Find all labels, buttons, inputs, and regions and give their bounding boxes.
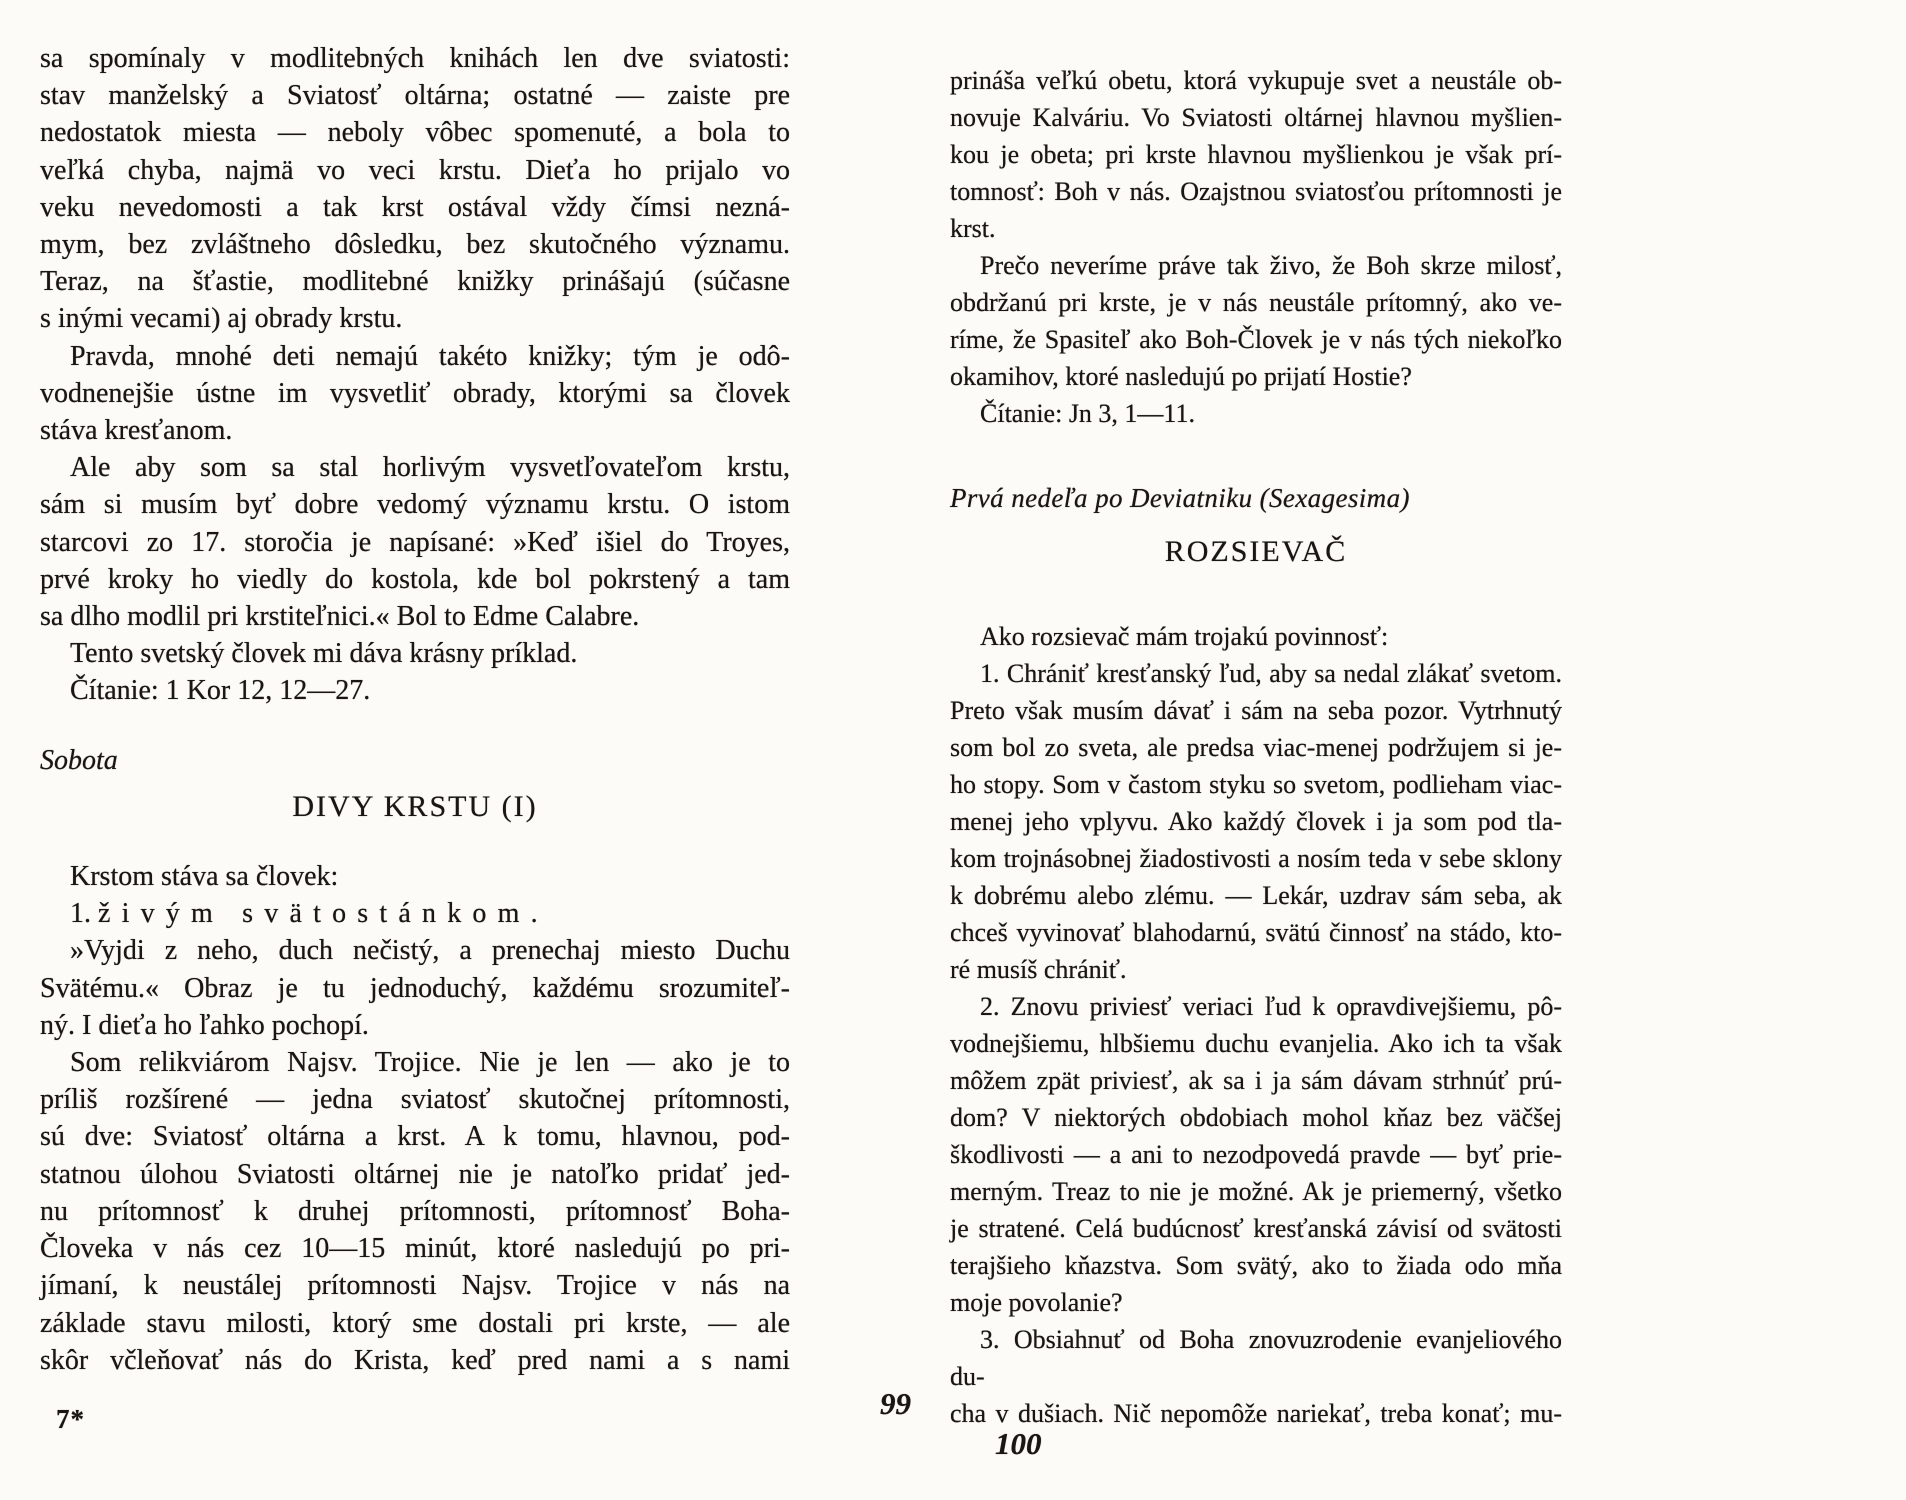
paragraph — [40, 858, 790, 895]
text-line: menej jeho vplyvu. Ako každý človek i ja som pod tla- — [950, 807, 1562, 836]
text-line: Ale aby som sa stal horlivým vysvetľovateľom krstu, — [70, 452, 790, 484]
text-line: ré musíš chrániť. — [950, 955, 1127, 984]
text-line: krst. — [950, 214, 996, 243]
text-line: kom trojnásobnej žiadostivosti a nosím teda v sebe sklony — [950, 844, 1562, 873]
chapter-heading-divy-krstu: DIVY KRSTU (I) — [292, 789, 538, 823]
text-line: vodnejšiemu, hlbšiemu duchu evanjelia. Ako ich ta však — [950, 1029, 1562, 1058]
text-line: veku nevedomosti a tak krst ostával vždy čímsi nezná- — [40, 191, 790, 223]
text-line: Prečo neveríme práve tak živo, že Boh skrze milosť, — [980, 251, 1562, 280]
sunday-heading-sexagesima: Prvá nedeľa po Deviatniku (Sexagesima) — [950, 483, 1410, 513]
text-line: Pravda, mnohé deti nemajú takéto knižky; tým je odô- — [70, 340, 790, 372]
paragraph — [40, 449, 790, 635]
paragraph — [40, 672, 790, 709]
list-number: 1. — [70, 898, 98, 930]
text-line: vodnenejšie ústne im vysvetliť obrady, ktorými sa človek — [40, 377, 790, 409]
vertical-gap — [950, 432, 1562, 480]
text-line: obdržanú pri krste, je v nás neustále prítomný, ako ve- — [950, 288, 1562, 317]
text-line: okamihov, ktoré nasledujú po prijatí Hostie? — [950, 362, 1412, 391]
text-line: ríme, že Spasiteľ ako Boh-Človek je v nás tých niekoľko — [950, 325, 1562, 354]
text-line: Človeka v nás cez 10—15 minút, ktoré nasledujú po pri- — [40, 1233, 790, 1265]
letterspaced-emphasis-text: živým svätostánkom. — [98, 898, 549, 930]
text-line: cha v dušiach. Nič nepomôže nariekať, treba konať; mu- — [950, 1399, 1562, 1428]
text-line: terajšieho kňazstva. Som svätý, ako to žiada odo mňa — [950, 1251, 1562, 1280]
text-line: chceš vyvinovať blahodarnú, svätú činnosť na stádo, kto- — [950, 918, 1562, 947]
vertical-gap — [40, 779, 790, 788]
text-line: príliš rozšírené — jedna sviatosť skutočnej prítomnosti, — [40, 1084, 790, 1116]
text-line: sú dve: Sviatosť oltárna a krst. A k tomu, hlavnou, pod- — [40, 1121, 790, 1153]
vertical-gap — [40, 710, 790, 742]
paragraph — [950, 395, 1562, 432]
text-line: nu prítomnosť k druhej prítomnosti, prítomnosť Boha- — [40, 1195, 790, 1227]
page-number-left: 99 — [880, 1386, 911, 1421]
text-line: dom? V niektorých obdobiach mohol kňaz bez väčšej — [950, 1103, 1562, 1132]
text-line: Čítanie: 1 Kor 12, 12—27. — [70, 675, 371, 707]
paragraph — [950, 1321, 1562, 1432]
text-line: sa spomínaly v modlitebných knihách len dve sviatosti: — [40, 43, 790, 74]
page-number-right: 100 — [995, 1426, 1042, 1461]
text-line: Svätému.« Obraz je tu jednoduchý, každému srozumiteľ- — [40, 972, 790, 1004]
chapter-heading-rozsievac: ROZSIEVAČ — [1164, 535, 1348, 568]
text-line: Som relikviárom Najsv. Trojice. Nie je len — ako je to — [70, 1047, 790, 1079]
text-line: Preto však musím dávať i sám na seba pozor. Vytrhnutý — [950, 696, 1562, 725]
text-line: jímaní, k neustálej prítomnosti Najsv. Trojice v nás na — [40, 1270, 790, 1302]
text-line: moje povolanie? — [950, 1288, 1123, 1317]
text-line: stav manželský a Sviatosť oltárna; ostatné — zaiste pre — [40, 80, 790, 112]
text-line: mym, bez zvláštneho dôsledku, bez skutočného významu. — [40, 229, 790, 261]
text-line: môžem zpät priviesť, ak sa i ja sám dávam strhnúť prú- — [950, 1066, 1562, 1095]
text-line: som bol zo sveta, ale predsa viac-menej podržujem si je- — [950, 733, 1562, 762]
paragraph — [40, 338, 790, 450]
paragraph — [950, 618, 1562, 655]
text-line: sám si musím byť dobre vedomý významu krstu. O istom — [40, 489, 790, 521]
text-line: stáva kresťanom. — [40, 415, 233, 447]
text-line: novuje Kalváriu. Vo Sviatosti oltárnej hlavnou myšlien- — [950, 103, 1562, 132]
vertical-gap — [40, 825, 790, 858]
text-line: prináša veľkú obetu, ktorá vykupuje svet a neustále ob- — [950, 66, 1562, 95]
vertical-gap — [950, 517, 1562, 533]
text-line: ný. I dieťa ho ľahko pochopí. — [40, 1009, 369, 1041]
text-line: Čítanie: Jn 3, 1—11. — [980, 399, 1195, 428]
text-line: starcovi zo 17. storočia je napísané: »Keď išiel do Troyes, — [40, 526, 790, 558]
text-line: základe stavu milosti, ktorý sme dostali pri krste, — ale — [40, 1307, 790, 1339]
paragraph — [40, 40, 790, 338]
text-line: Krstom stáva sa človek: — [70, 861, 339, 893]
numbered-point-letterspaced — [40, 895, 790, 932]
text-line: Teraz, na šťastie, modlitebné knižky prinášajú (súčasne — [40, 266, 790, 298]
text-line: 3. Obsiahnuť od Boha znovuzrodenie evanjeliového du- — [950, 1325, 1562, 1391]
text-line: kou je obeta; pri krste hlavnou myšlienkou je však prí- — [950, 140, 1562, 169]
text-line: škodlivosti — a ani to nezodpovedá pravde — byť prie- — [950, 1140, 1562, 1169]
text-line: veľká chyba, najmä vo veci krstu. Dieťa ho prijalo vo — [40, 154, 790, 186]
text-line: statnou úlohou Sviatosti oltárnej nie je natoľko pridať jed- — [40, 1158, 790, 1190]
paragraph — [40, 932, 790, 1044]
paragraph — [40, 635, 790, 672]
text-line: nedostatok miesta — neboly vôbec spomenuté, a bola to — [40, 117, 790, 149]
text-line: ho stopy. Som v častom styku so svetom, podlieham viac- — [950, 770, 1562, 799]
signature-mark: 7* — [56, 1404, 85, 1434]
text-line: tomnosť: Boh v nás. Ozajstnou sviatosťou prítomnosti je — [950, 177, 1562, 206]
text-line: s inými vecami) aj obrady krstu. — [40, 303, 403, 335]
vertical-gap — [950, 570, 1562, 618]
text-line: prvé kroky ho viedly do kostola, kde bol pokrstený a tam — [40, 563, 790, 595]
day-heading-sobota: Sobota — [40, 744, 118, 776]
text-line: merným. Treaz to nie je možné. Ak je priemerný, všetko — [950, 1177, 1562, 1206]
text-line: skôr včleňovať nás do Krista, keď pred nami a s nami — [40, 1344, 790, 1376]
paragraph — [950, 655, 1562, 988]
paragraph — [950, 247, 1562, 395]
text-line: 2. Znovu priviesť veriaci ľud k opravdivejšiemu, pô- — [980, 992, 1562, 1021]
text-line: k dobrému alebo zlému. — Lekár, uzdrav sám seba, ak — [950, 881, 1562, 910]
paragraph — [950, 62, 1562, 247]
left-page-column — [40, 40, 790, 1379]
text-line: sa dlho modlil pri krstiteľnici.« Bol to Edme Calabre. — [40, 601, 640, 633]
text-line: 1. Chrániť kresťanský ľud, aby sa nedal zlákať svetom. — [980, 659, 1562, 688]
text-line: Ako rozsievač mám trojakú povinnosť: — [980, 622, 1389, 651]
right-page-column — [950, 62, 1562, 1432]
text-line: Tento svetský človek mi dáva krásny príklad. — [70, 638, 578, 670]
paragraph — [950, 988, 1562, 1321]
text-line: »Vyjdi z neho, duch nečistý, a prenechaj miesto Duchu — [70, 935, 790, 967]
text-line: je stratené. Celá budúcnosť kresťanská závisí od svätosti — [950, 1214, 1562, 1243]
paragraph — [40, 1044, 790, 1379]
